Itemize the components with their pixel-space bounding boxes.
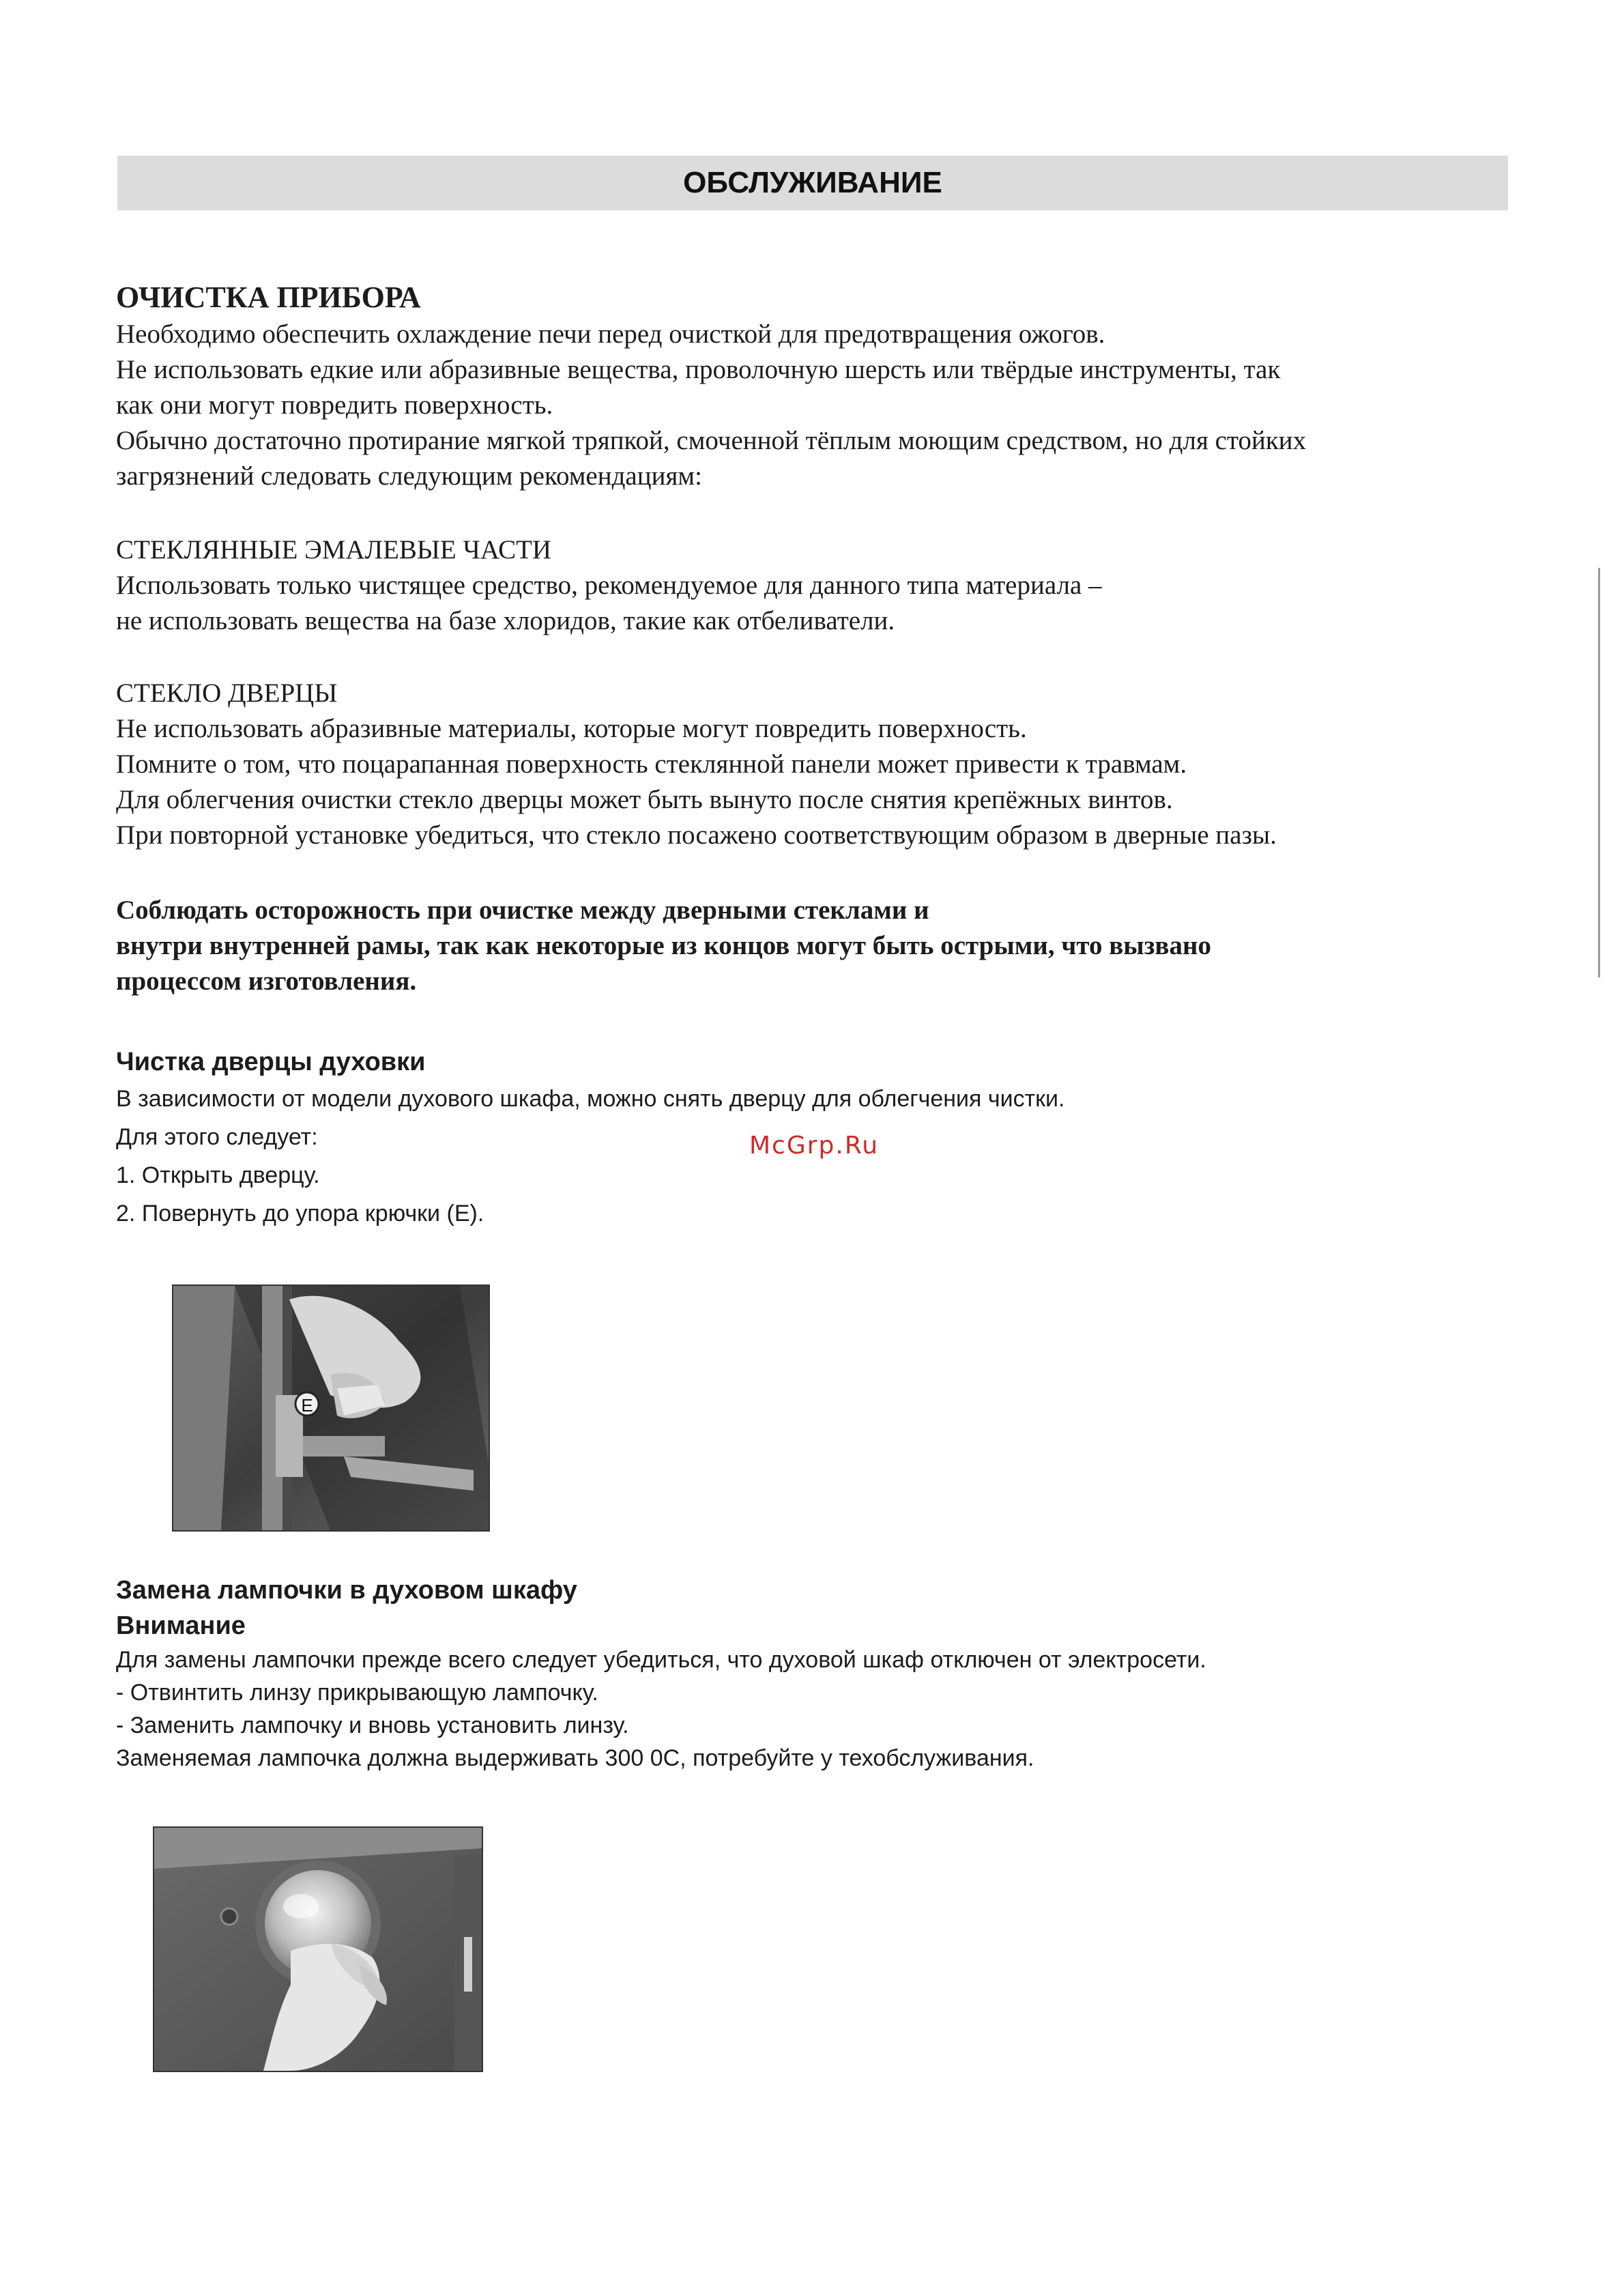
door-cleaning-line: В зависимости от модели духового шкафа, можно снять дверцу для облегчения чистки. <box>116 1086 1065 1112</box>
section-title: ОБСЛУЖИВАНИЕ <box>683 166 942 199</box>
lamp-line: - Отвинтить линзу прикрывающую лампочку. <box>116 1680 598 1706</box>
cleaning-line: Не использовать едкие или абразивные вещества, проволочную шерсть или твёрдые инструменты, так <box>116 355 1281 384</box>
door-glass-line: Помните о том, что поцарапанная поверхность стеклянной панели может привести к травмам. <box>116 749 1187 779</box>
door-glass-line: Для облегчения очистки стекло дверцы может быть вынуто после снятия крепёжных винтов. <box>116 785 1173 814</box>
margin-rule <box>1598 568 1600 977</box>
cleaning-line: как они могут повредить поверхность. <box>116 390 553 420</box>
lamp-line: - Заменить лампочку и вновь установить линзу. <box>116 1712 629 1738</box>
door-glass-line: При повторной установке убедиться, что стекло посажено соответствующим образом в дверные пазы. <box>116 820 1277 850</box>
warning-line: Соблюдать осторожность при очистке между дверными стеклами и <box>116 895 929 925</box>
warning-line: процессом изготовления. <box>116 966 417 996</box>
lamp-drawing <box>154 1828 482 2071</box>
door-glass-line: Не использовать абразивные материалы, которые могут повредить поверхность. <box>116 714 1027 743</box>
door-glass-heading: СТЕКЛО ДВЕРЦЫ <box>116 678 338 708</box>
cleaning-line: загрязнений следовать следующим рекомендациям: <box>116 461 702 491</box>
warning-line: внутри внутренней рамы, так как некоторые из концов могут быть острыми, что вызвано <box>116 931 1211 960</box>
door-glass-section <box>116 676 1522 853</box>
enamel-section <box>116 532 1522 639</box>
door-hinge-drawing <box>173 1286 489 1530</box>
hook-label: E <box>301 1395 313 1416</box>
lamp-section <box>116 1573 1522 1775</box>
section-title-banner <box>117 156 1508 210</box>
lamp-subheading: Внимание <box>116 1611 246 1640</box>
watermark: McGrp.Ru <box>749 1132 880 1160</box>
lamp-heading: Замена лампочки в духовом шкафу <box>116 1576 577 1605</box>
lamp-illustration <box>153 1826 483 2072</box>
enamel-line: не использовать вещества на базе хлоридов, такие как отбеливатели. <box>116 606 895 635</box>
cleaning-line: Необходимо обеспечить охлаждение печи перед очисткой для предотвращения ожогов. <box>116 319 1105 349</box>
door-cleaning-line: Для этого следует: <box>116 1124 318 1150</box>
lamp-line: Для замены лампочки прежде всего следует убедиться, что духовой шкаф отключен от электросети. <box>116 1647 1206 1673</box>
lamp-line: Заменяемая лампочка должна выдерживать 300 0С, потребуйте у техобслуживания. <box>116 1745 1034 1771</box>
cleaning-line: Обычно достаточно протирание мягкой тряпкой, смоченной тёплым моющим средством, но для стойких <box>116 426 1307 455</box>
cleaning-heading: ОЧИСТКА ПРИБОРА <box>116 281 421 314</box>
door-cleaning-heading: Чистка дверцы духовки <box>116 1048 426 1076</box>
door-cleaning-step: 2. Повернуть до упора крючки (E). <box>116 1201 484 1226</box>
enamel-line: Использовать только чистящее средство, рекомендуемое для данного типа материала – <box>116 571 1102 600</box>
warning-section <box>116 893 1522 999</box>
door-hinge-illustration <box>172 1285 490 1532</box>
cleaning-section <box>116 278 1522 494</box>
enamel-heading: СТЕКЛЯННЫЕ ЭМАЛЕВЫЕ ЧАСТИ <box>116 535 552 564</box>
door-cleaning-step: 1. Открыть дверцу. <box>116 1162 320 1188</box>
